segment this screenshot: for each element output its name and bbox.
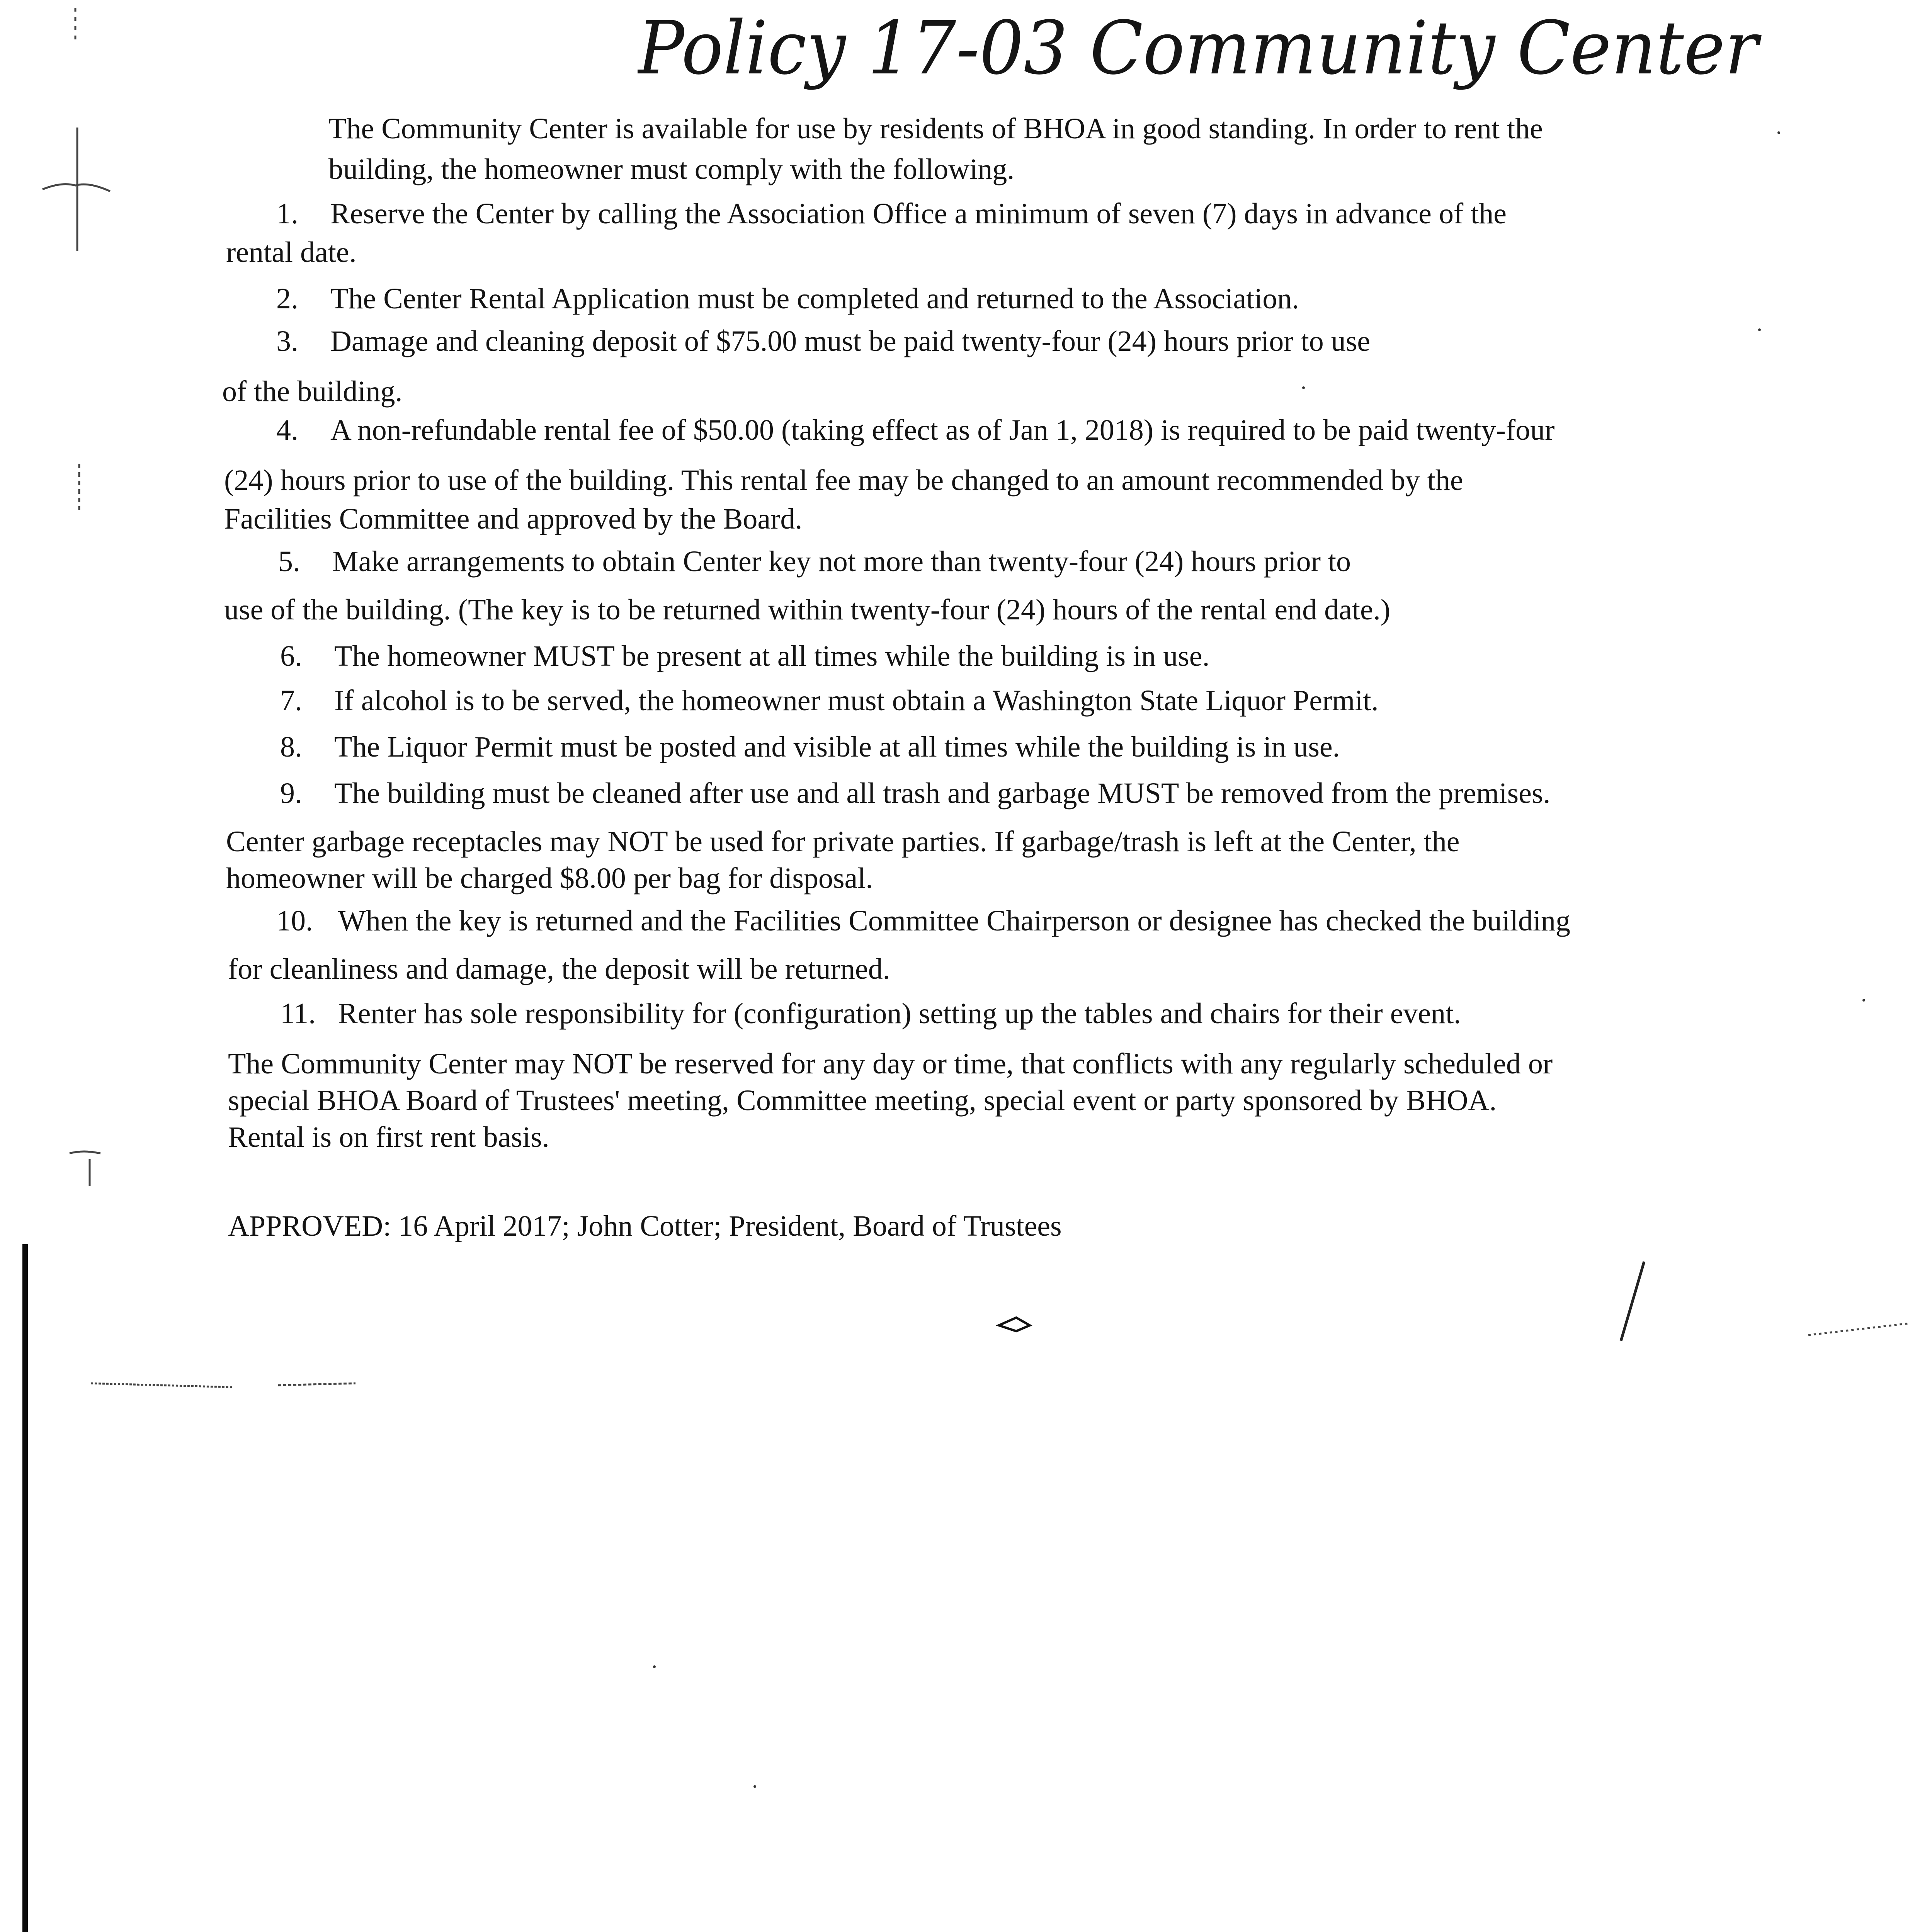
rule-11 bbox=[280, 995, 1461, 1032]
rule-number: 8. bbox=[280, 731, 302, 763]
closing-line-3: Rental is on first rent basis. bbox=[228, 1121, 549, 1153]
rule-4 bbox=[276, 412, 1554, 449]
rule-number: 5. bbox=[278, 545, 300, 578]
rule-text: Make arrangements to obtain Center key not more than twenty-four (24) hours prior to bbox=[332, 545, 1351, 578]
intro-line-2: building, the homeowner must comply with the following. bbox=[328, 153, 1015, 185]
closing-line-1: The Community Center may NOT be reserved for any day or time, that conflicts with any regularly scheduled or bbox=[228, 1048, 1553, 1080]
rule-8 bbox=[280, 728, 1340, 765]
rule-text: If alcohol is to be served, the homeowner must obtain a Washington State Liquor Permit. bbox=[334, 684, 1379, 717]
rule-4-cont-1: (24) hours prior to use of the building. This rental fee may be changed to an amount recommended by the bbox=[224, 464, 1463, 497]
rule-text: The building must be cleaned after use and all trash and garbage MUST be removed from the premises. bbox=[334, 777, 1551, 810]
rule-9-cont-2: homeowner will be charged $8.00 per bag for disposal. bbox=[226, 862, 873, 895]
rule-number: 2. bbox=[276, 282, 298, 315]
rule-text: A non-refundable rental fee of $50.00 (taking effect as of Jan 1, 2018) is required to be paid twenty-four bbox=[330, 414, 1555, 446]
rule-number: 9. bbox=[280, 777, 302, 810]
handwritten-title-text: Policy 17-03 Community Center bbox=[638, 5, 1762, 91]
rule-6 bbox=[280, 638, 1210, 675]
rule-text: Renter has sole responsibility for (configuration) setting up the tables and chairs for their event. bbox=[338, 997, 1461, 1030]
intro-line-1: The Community Center is available for use by residents of BHOA in good standing. In order to rent the bbox=[328, 112, 1543, 145]
rule-10 bbox=[276, 902, 1570, 939]
rule-3-cont: of the building. bbox=[222, 375, 403, 408]
rule-10-cont: for cleanliness and damage, the deposit will be returned. bbox=[228, 953, 890, 985]
rule-number: 4. bbox=[276, 414, 298, 446]
rule-number: 11. bbox=[280, 997, 316, 1030]
rule-1-cont: rental date. bbox=[226, 236, 357, 269]
rule-1 bbox=[276, 195, 1756, 232]
rule-5 bbox=[278, 543, 1351, 580]
rule-text: Reserve the Center by calling the Association Office a minimum of seven (7) days in advance of the bbox=[330, 197, 1507, 230]
rule-9-cont-1: Center garbage receptacles may NOT be used for private parties. If garbage/trash is left at the Center, the bbox=[226, 825, 1460, 858]
rule-number: 3. bbox=[276, 325, 298, 357]
rule-number: 1. bbox=[276, 197, 298, 230]
rule-text: The homeowner MUST be present at all times while the building is in use. bbox=[334, 640, 1210, 672]
rule-text: Damage and cleaning deposit of $75.00 must be paid twenty-four (24) hours prior to use bbox=[330, 325, 1371, 357]
handwritten-title bbox=[638, 0, 1777, 102]
rule-3 bbox=[276, 323, 1370, 360]
rule-text: The Liquor Permit must be posted and visible at all times while the building is in use. bbox=[334, 731, 1340, 763]
approval-line: APPROVED: 16 April 2017; John Cotter; President, Board of Trustees bbox=[228, 1210, 1062, 1242]
rule-number: 7. bbox=[280, 684, 302, 717]
rule-text: When the key is returned and the Facilities Committee Chairperson or designee has checked the building bbox=[338, 905, 1570, 937]
rule-7 bbox=[280, 682, 1379, 719]
rule-text: The Center Rental Application must be completed and returned to the Association. bbox=[330, 282, 1299, 315]
rule-5-cont: use of the building. (The key is to be returned within twenty-four (24) hours of the rental end date.) bbox=[224, 594, 1391, 626]
rule-9 bbox=[280, 775, 1550, 812]
rule-number: 10. bbox=[276, 905, 313, 937]
rule-2 bbox=[276, 280, 1299, 317]
rule-4-cont-2: Facilities Committee and approved by the Board. bbox=[224, 503, 803, 535]
rule-number: 6. bbox=[280, 640, 302, 672]
closing-line-2: special BHOA Board of Trustees' meeting, Committee meeting, special event or party sponsored by BHOA. bbox=[228, 1084, 1497, 1117]
